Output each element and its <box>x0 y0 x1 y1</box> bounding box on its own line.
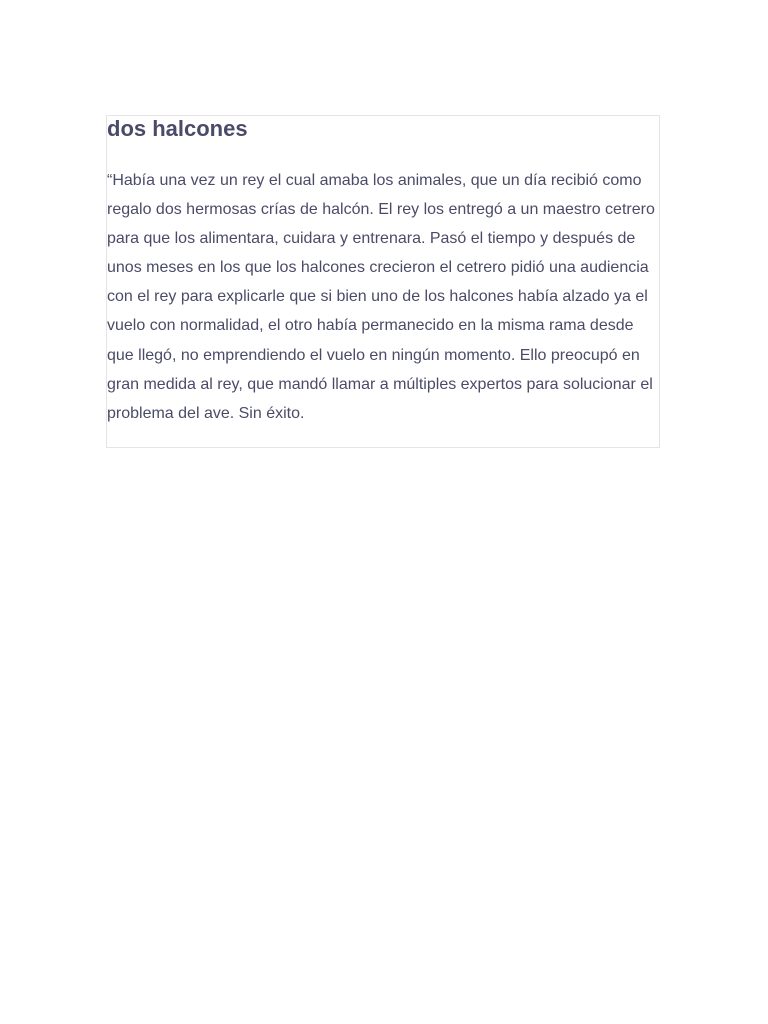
story-title: dos halcones <box>107 116 248 141</box>
story-card <box>106 115 660 448</box>
story-paragraph: “Había una vez un rey el cual amaba los animales, que un día recibió como regalo dos hermosas crías de halcón. El rey los entregó a un maestro cetrero para que los alimentara, cuidara y entrenara. Pasó el tiempo y después de unos meses en los que los halcones crecieron el cetrero pidió una audiencia con el rey para explicarle que si bien uno de los halcones había alzado ya el vuelo con normalidad, el otro había permanecido en la misma rama desde que llegó, no emprendiendo el vuelo en ningún momento. Ello preocupó en gran medida al rey, que mandó llamar a múltiples expertos para solucionar el problema del ave. Sin éxito. <box>107 172 655 422</box>
